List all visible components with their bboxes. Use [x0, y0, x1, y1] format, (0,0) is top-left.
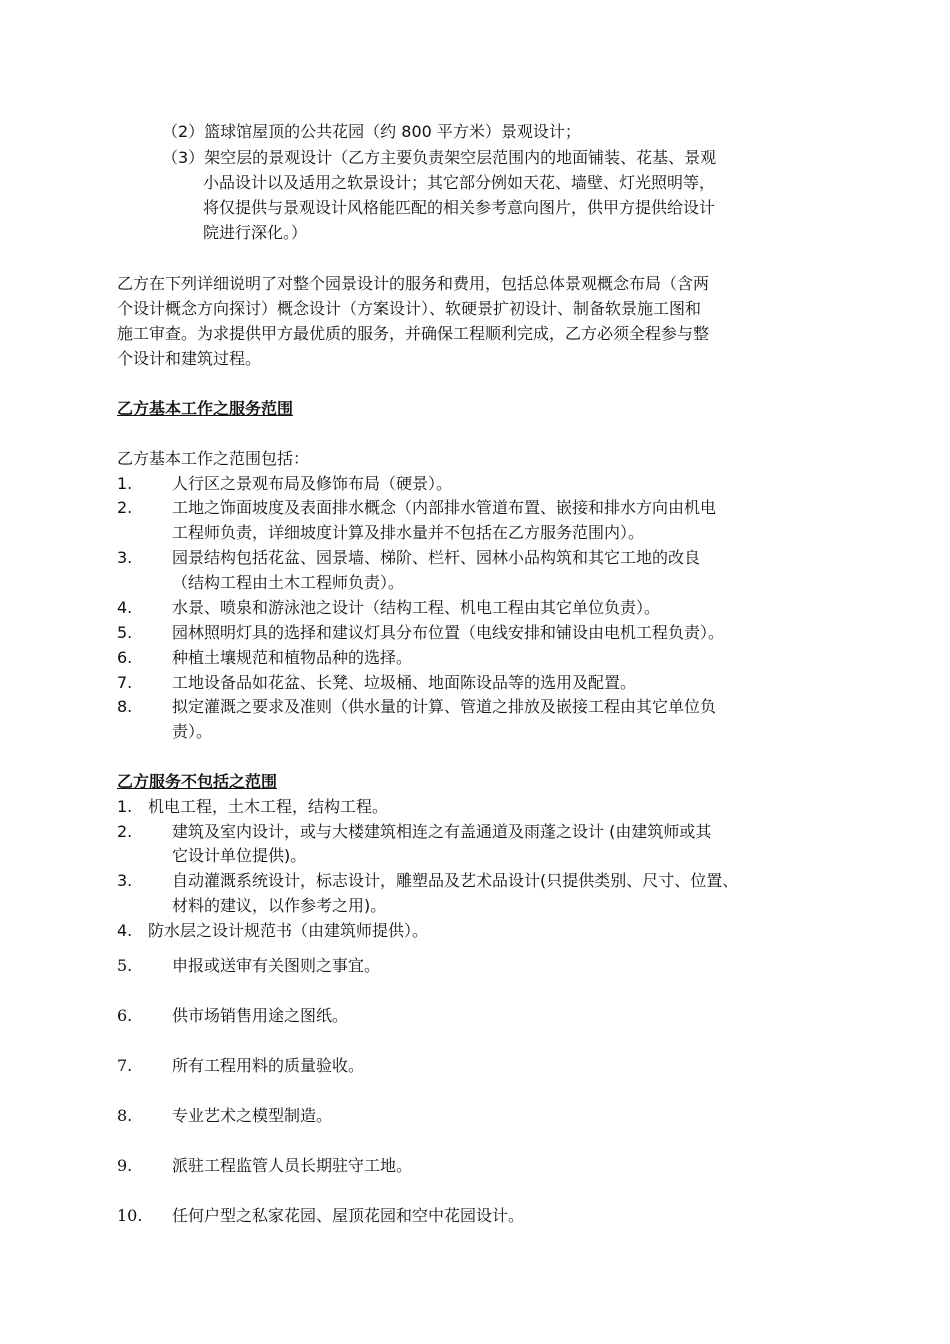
list-item: 园林照明灯具的选择和建议灯具分布位置（电线安排和铺设由电机工程负责）。 [172, 623, 725, 642]
list-number: 2. [117, 822, 133, 841]
list-item: 工地之饰面坡度及表面排水概念（内部排水管道布置、嵌接和排水方向由机电 [172, 498, 717, 517]
section-heading-scope: 乙方基本工作之服务范围 [117, 399, 294, 418]
paragraph-line-1: 乙方在下列详细说明了对整个园景设计的服务和费用，包括总体景观概念布局（含两 [117, 274, 710, 293]
list-item-continuation: 工程师负责，详细坡度计算及排水量并不包括在乙方服务范围内）。 [172, 523, 645, 542]
list-number: 9. [117, 1156, 133, 1175]
list-item: 任何户型之私家花园、屋顶花园和空中花园设计。 [172, 1206, 525, 1225]
list-number: 6. [117, 648, 133, 667]
intro-item-2: （2）篮球馆屋顶的公共花园（约 800 平方米）景观设计； [162, 122, 581, 141]
intro-item-3-line-2: 小品设计以及适用之软景设计；其它部分例如天花、墙壁、灯光照明等， [203, 173, 716, 192]
list-item: 自动灌溉系统设计，标志设计，雕塑品及艺术品设计(只提供类别、尺寸、位置、 [172, 871, 739, 890]
paragraph-line-4: 个设计和建筑过程。 [117, 349, 262, 368]
list-item-continuation: （结构工程由土木工程师负责）。 [172, 573, 405, 592]
list-item: 建筑及室内设计，或与大楼建筑相连之有盖通道及雨蓬之设计 (由建筑师或其 [172, 822, 712, 841]
list-number: 1. [117, 474, 133, 493]
list-item: 派驻工程监管人员长期驻守工地。 [172, 1156, 413, 1175]
list-number: 5. [117, 956, 133, 975]
intro-item-3-line-3: 将仅提供与景观设计风格能匹配的相关参考意向图片，供甲方提供给设计 [203, 198, 716, 217]
list-item-continuation: 责）。 [172, 722, 213, 741]
list-number: 8. [117, 697, 133, 716]
list-item: 专业艺术之模型制造。 [172, 1106, 333, 1125]
list-number: 8. [117, 1106, 133, 1125]
section-heading-exclusions: 乙方服务不包括之范围 [117, 772, 278, 791]
list-number: 3. [117, 548, 133, 567]
list-number: 5. [117, 623, 133, 642]
list-item: 工地设备品如花盆、长凳、垃圾桶、地面陈设品等的选用及配置。 [172, 673, 637, 692]
list-item: 机电工程，土木工程，结构工程。 [148, 797, 389, 816]
list-item-continuation: 它设计单位提供)。 [172, 846, 307, 865]
list-item: 拟定灌溉之要求及准则（供水量的计算、管道之排放及嵌接工程由其它单位负 [172, 697, 717, 716]
list-item: 申报或送审有关图则之事宜。 [172, 956, 381, 975]
list-number: 10. [117, 1206, 143, 1225]
list-number: 7. [117, 673, 133, 692]
list-number: 4. [117, 598, 133, 617]
list-item: 园景结构包括花盆、园景墙、梯阶、栏杆、园林小品构筑和其它工地的改良 [172, 548, 701, 567]
section-lead: 乙方基本工作之范围包括： [117, 449, 310, 468]
list-item: 水景、喷泉和游泳池之设计（结构工程、机电工程由其它单位负责）。 [172, 598, 661, 617]
list-number: 6. [117, 1006, 133, 1025]
list-number: 3. [117, 871, 133, 890]
paragraph-line-3: 施工审查。为求提供甲方最优质的服务，并确保工程顺利完成，乙方必须全程参与整 [117, 324, 710, 343]
list-number: 2. [117, 498, 133, 517]
intro-item-3-line-1: （3）架空层的景观设计（乙方主要负责架空层范围内的地面铺装、花基、景观 [162, 148, 717, 167]
list-number: 4. [117, 921, 133, 940]
list-item: 种植土壤规范和植物品种的选择。 [172, 648, 413, 667]
list-item: 所有工程用料的质量验收。 [172, 1056, 365, 1075]
list-number: 7. [117, 1056, 133, 1075]
list-item: 供市场销售用途之图纸。 [172, 1006, 349, 1025]
list-item: 人行区之景观布局及修饰布局（硬景）。 [172, 474, 453, 493]
paragraph-line-2: 个设计概念方向探讨）概念设计（方案设计）、软硬景扩初设计、制备软景施工图和 [117, 299, 702, 318]
list-item-continuation: 材料的建议，以作参考之用)。 [172, 896, 387, 915]
list-number: 1. [117, 797, 133, 816]
intro-item-3-line-4: 院进行深化。） [203, 223, 308, 242]
list-item: 防水层之设计规范书（由建筑师提供）。 [148, 921, 429, 940]
